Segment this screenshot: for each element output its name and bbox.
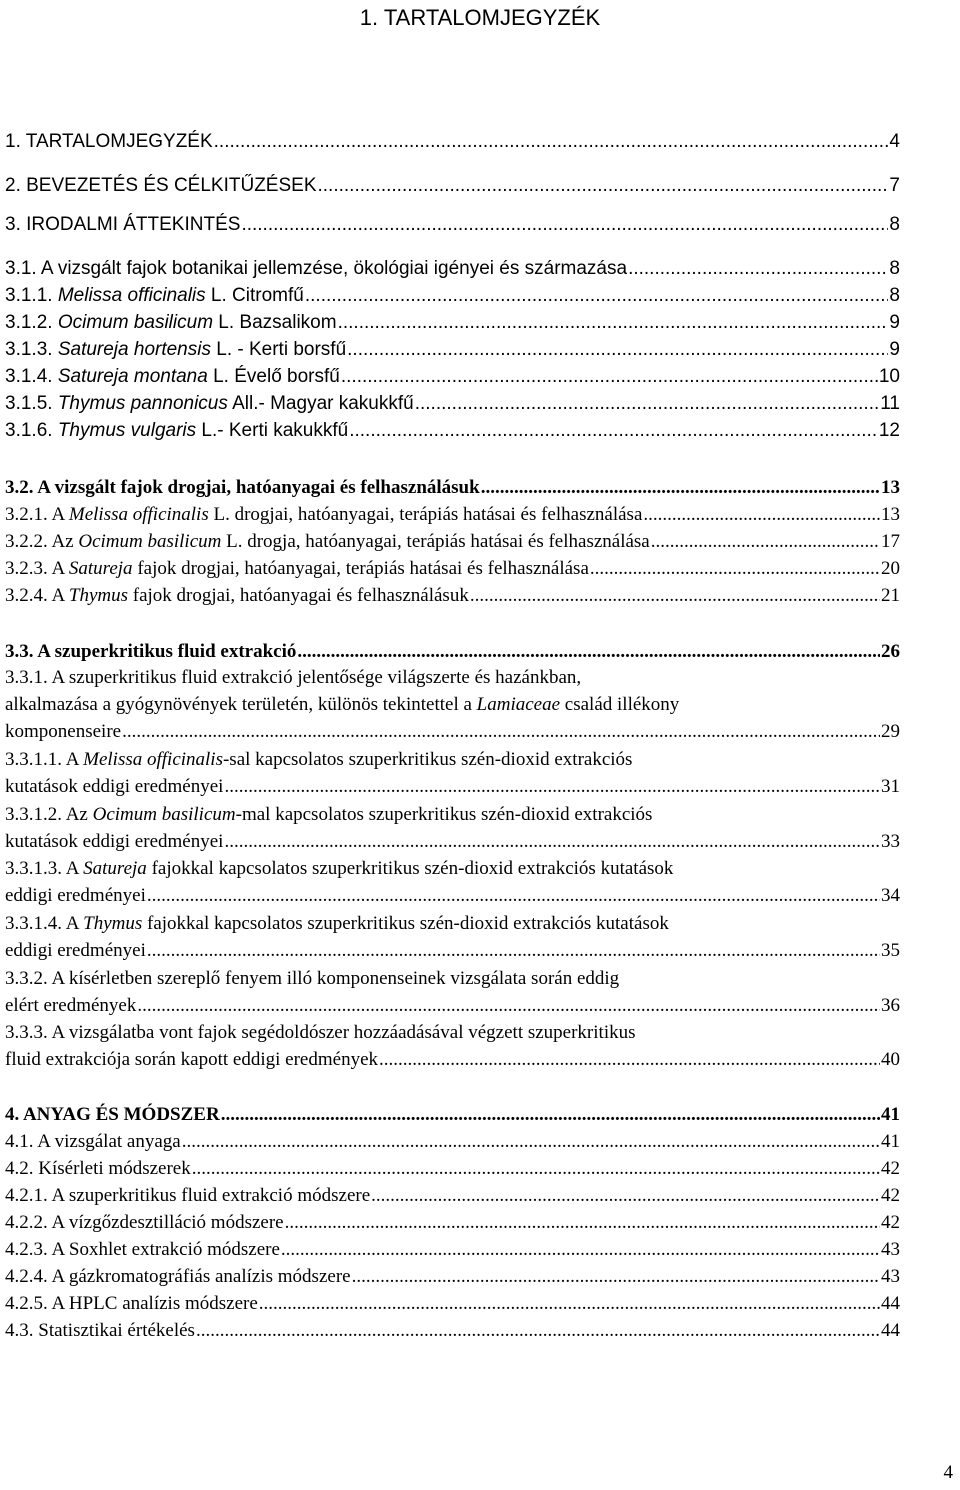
leader-dots (192, 1155, 880, 1182)
leader-dots (182, 1128, 880, 1155)
toc-entry-page: 8 (889, 214, 900, 235)
toc-entry-page: 8 (889, 285, 900, 306)
leader-dots (643, 501, 880, 528)
leader-dots (651, 528, 880, 555)
toc-entry[interactable] (5, 1155, 900, 1182)
toc-entry-title: 3.1.4. Satureja montana L. Évelő borsfű (5, 366, 340, 387)
toc-entry-page: 42 (881, 1185, 900, 1206)
toc-entry-title: 3.2.3. A Satureja fajok drogjai, hatóanyagai, terápiás hatásai és felhasználása (5, 558, 589, 579)
toc-entry-page: 43 (881, 1266, 900, 1287)
leader-dots (214, 128, 889, 155)
toc-entry-title: 3.3. A szuperkritikus fluid extrakció (5, 641, 297, 662)
toc-entry[interactable] (5, 555, 900, 582)
leader-dots (352, 1263, 880, 1290)
toc-entry[interactable] (5, 528, 900, 555)
toc-entry[interactable] (5, 1317, 900, 1344)
toc-entry-title: alkalmazása a gyógynövények területén, különös tekintettel a Lamiaceae család illékony (5, 694, 680, 715)
toc-entry[interactable] (5, 417, 900, 444)
leader-dots (338, 309, 889, 336)
toc-entry-page: 42 (881, 1212, 900, 1233)
leader-dots (137, 992, 880, 1019)
toc-entry-title: kutatások eddigi eredményei (5, 831, 224, 852)
toc-entry-title: 3.1.6. Thymus vulgaris L.- Kerti kakukkfű (5, 420, 349, 441)
leader-dots (590, 555, 880, 582)
leader-dots (415, 390, 880, 417)
toc-entry-title: 3.1.1. Melissa officinalis L. Citromfű (5, 285, 304, 306)
toc-entry-title: 3.3.1.4. A Thymus fajokkal kapcsolatos szuperkritikus szén-dioxid extrakciós kutatások (5, 913, 669, 934)
toc-entry-title: 4.2.1. A szuperkritikus fluid extrakció módszere (5, 1185, 371, 1206)
toc-entry-page: 17 (881, 531, 900, 552)
toc-entry[interactable] (5, 255, 900, 282)
page-title: 1. TARTALOMJEGYZÉK (359, 5, 601, 30)
leader-dots (347, 336, 888, 363)
toc-entry-title: 2. BEVEZETÉS ÉS CÉLKITŰZÉSEK (5, 175, 317, 196)
toc-entry-page: 21 (881, 585, 900, 606)
toc-entry[interactable] (5, 128, 900, 155)
toc-entry[interactable] (5, 801, 900, 855)
toc-entry[interactable] (5, 336, 900, 363)
toc-entry-page: 7 (889, 175, 900, 196)
toc-entry-page: 34 (881, 885, 900, 906)
toc-entry-page: 42 (881, 1158, 900, 1179)
toc-entry-page: 41 (881, 1104, 900, 1125)
toc-entry-page: 40 (881, 1049, 900, 1070)
toc-entry-title: fluid extrakciója során kapott eddigi eredmények (5, 1049, 379, 1070)
toc-entry[interactable] (5, 910, 900, 964)
toc-entry-title: 3.1.3. Satureja hortensis L. - Kerti borsfű (5, 339, 347, 360)
toc-entry-title: 3.3.3. A vizsgálatba vont fajok segédoldószer hozzáadásával végzett szuperkritikus (5, 1022, 636, 1043)
leader-dots (318, 172, 889, 199)
toc-entry-title: kutatások eddigi eredményei (5, 776, 224, 797)
leader-dots (470, 582, 880, 609)
leader-dots (297, 638, 880, 665)
toc-entry-title: 4.2.5. A HPLC analízis módszere (5, 1293, 258, 1314)
toc-entry-page: 13 (881, 504, 900, 525)
toc-entry[interactable] (5, 172, 900, 199)
toc-entry[interactable] (5, 638, 900, 665)
toc-entry-title: 4.2.3. A Soxhlet extrakció módszere (5, 1239, 280, 1260)
toc-entry-title: 4.2. Kísérleti módszerek (5, 1158, 191, 1179)
toc-entry-title: 4. ANYAG ÉS MÓDSZER (5, 1104, 220, 1125)
toc-entry[interactable] (5, 363, 900, 390)
toc-entry-title: 3.2.2. Az Ocimum basilicum L. drogja, hatóanyagai, terápiás hatásai és felhasználása (5, 531, 650, 552)
toc-entry-page: 44 (881, 1293, 900, 1314)
toc-entry[interactable] (5, 474, 900, 501)
leader-dots (281, 1236, 880, 1263)
toc-entry-page: 44 (881, 1320, 900, 1341)
toc-entry-page: 31 (881, 776, 900, 797)
leader-dots (147, 937, 880, 964)
toc-entry-page: 43 (881, 1239, 900, 1260)
leader-dots (371, 1182, 880, 1209)
toc-entry-title: 3.3.2. A kísérletben szereplő fenyem illó komponenseinek vizsgálata során eddig (5, 968, 620, 989)
leader-dots (196, 1317, 880, 1344)
toc-entry-title: komponenseire (5, 721, 122, 742)
toc-entry-page: 26 (881, 641, 900, 662)
toc-entry[interactable] (5, 582, 900, 609)
leader-dots (122, 718, 880, 745)
leader-dots (221, 1101, 880, 1128)
toc-entry-page: 29 (881, 721, 900, 742)
toc-entry-page: 12 (878, 420, 900, 441)
leader-dots (481, 474, 880, 501)
leader-dots (224, 828, 880, 855)
toc-entry-title: 3.1.5. Thymus pannonicus All.- Magyar kakukkfű (5, 393, 414, 414)
leader-dots (285, 1209, 880, 1236)
leader-dots (379, 1046, 880, 1073)
leader-dots (628, 255, 888, 282)
toc-entry[interactable] (5, 1101, 900, 1128)
leader-dots (349, 417, 878, 444)
toc-entry[interactable] (5, 664, 900, 745)
toc-entry-title: elért eredmények (5, 995, 137, 1016)
toc-entry-page: 33 (881, 831, 900, 852)
page-number: 4 (943, 1462, 953, 1483)
toc-entry[interactable] (5, 746, 900, 800)
toc-entry[interactable] (5, 1236, 900, 1263)
toc-entry-page: 41 (881, 1131, 900, 1152)
toc-entry[interactable] (5, 965, 900, 1019)
toc-entry-page: 20 (881, 558, 900, 579)
toc-entry-title: 3.1.2. Ocimum basilicum L. Bazsalikom (5, 312, 337, 333)
toc-entry-title: 3.1. A vizsgált fajok botanikai jellemzése, ökológiai igényei és származása (5, 258, 628, 279)
toc-entry[interactable] (5, 1182, 900, 1209)
toc-entry-title: 3. IRODALMI ÁTTEKINTÉS (5, 214, 241, 235)
toc-entry-page: 11 (880, 393, 900, 414)
toc-entry-title: eddigi eredményei (5, 940, 146, 961)
toc-entry[interactable] (5, 211, 900, 238)
toc-entry-title: 1. TARTALOMJEGYZÉK (5, 131, 213, 152)
toc-entry[interactable] (5, 282, 900, 309)
toc-entry-page: 9 (889, 312, 900, 333)
toc-entry-title: 3.2.4. A Thymus fajok drogjai, hatóanyagai és felhasználásuk (5, 585, 469, 606)
toc-entry[interactable] (5, 855, 900, 909)
toc-entry[interactable] (5, 1128, 900, 1155)
toc-entry[interactable] (5, 1019, 900, 1073)
toc-entry-title: 3.3.1. A szuperkritikus fluid extrakció jelentősége világszerte és hazánkban, (5, 667, 582, 688)
leader-dots (147, 882, 880, 909)
toc-entry-title: 4.1. A vizsgálat anyaga (5, 1131, 181, 1152)
toc-entry-page: 9 (889, 339, 900, 360)
toc-entry[interactable] (5, 1263, 900, 1290)
leader-dots (341, 363, 878, 390)
toc-entry-page: 8 (889, 258, 900, 279)
leader-dots (305, 282, 889, 309)
toc-entry-title: 3.3.1.2. Az Ocimum basilicum-mal kapcsolatos szuperkritikus szén-dioxid extrakciós (5, 804, 653, 825)
leader-dots (241, 211, 888, 238)
toc-entry-page: 36 (881, 995, 900, 1016)
toc-entry[interactable] (5, 501, 900, 528)
toc-entry-title: 3.2. A vizsgált fajok drogjai, hatóanyagai és felhasználásuk (5, 477, 480, 498)
toc-entry[interactable] (5, 1290, 900, 1317)
leader-dots (224, 773, 880, 800)
toc-entry-page: 13 (881, 477, 900, 498)
toc-entry-title: 4.2.2. A vízgőzdesztilláció módszere (5, 1212, 284, 1233)
toc-entry-title: 4.3. Statisztikai értékelés (5, 1320, 195, 1341)
toc-entry-title: 3.3.1.3. A Satureja fajokkal kapcsolatos szuperkritikus szén-dioxid extrakciós kutatások (5, 858, 674, 879)
toc-entry[interactable] (5, 309, 900, 336)
toc-entry[interactable] (5, 390, 900, 417)
toc-entry[interactable] (5, 1209, 900, 1236)
toc-entry-page: 35 (881, 940, 900, 961)
toc-entry-title: 3.3.1.1. A Melissa officinalis-sal kapcsolatos szuperkritikus szén-dioxid extrakciós (5, 749, 633, 770)
toc-entry-page: 10 (878, 366, 900, 387)
toc-entry-title: 3.2.1. A Melissa officinalis L. drogjai, hatóanyagai, terápiás hatásai és felhasználása (5, 504, 643, 525)
toc-entry-title: 4.2.4. A gázkromatográfiás analízis módszere (5, 1266, 351, 1287)
toc-entry-page: 4 (889, 131, 900, 152)
toc-entry-title: eddigi eredményei (5, 885, 146, 906)
leader-dots (259, 1290, 880, 1317)
